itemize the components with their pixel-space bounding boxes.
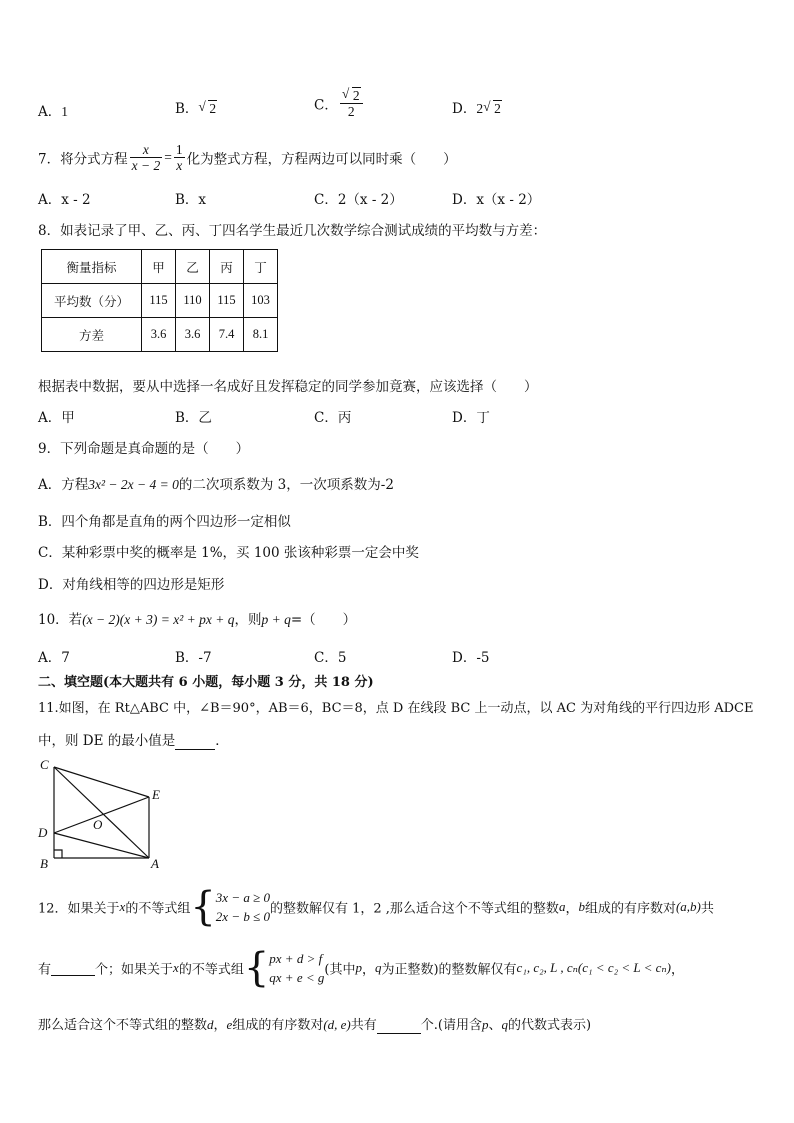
q12-line3: 那么适合这个不等式组的整数d，e组成的有序数对(d, e)共有 个.(请用含p、q的代数式表示) <box>38 1017 592 1033</box>
q12-system-1: 3x − a ≥ 0 2x − b ≤ 0 <box>215 890 270 924</box>
table-cell: 115 <box>142 284 176 318</box>
q10-expression: p + q <box>261 612 291 627</box>
q10-option-c: C．5 <box>314 650 347 666</box>
table-header-cell: 衡量指标 <box>42 250 142 284</box>
q12-line1: 12．如果关于x的不等式组{ 3x − a ≥ 0 2x − b ≤ 0 的整数解仅有 1，2 ,那么适合这个不等式组的整数a，b组成的有序数对(a,b)共 <box>38 884 714 930</box>
q9-equation: 3x² − 2x − 4 = 0 <box>88 477 179 492</box>
brace-icon: { <box>243 945 270 991</box>
table-cell: 103 <box>244 284 278 318</box>
q10-option-d: D．-5 <box>452 650 490 666</box>
q11-line2: 中，则 DE 的最小值是 ． <box>38 733 229 749</box>
q8-question: 根据表中数据，要从中选择一名成好且发挥稳定的同学参加竟赛，应该选择（ ） <box>38 379 538 395</box>
segment-da <box>54 833 149 858</box>
q12-line2: 有 个；如果关于x的不等式组{ px + d > f qx + e < g (其中p，q为正整数)的整数解仅有c₁, c₂, L , cₙ(c₁ < c₂ < L < cₙ)， <box>38 945 685 991</box>
answer-blank <box>377 1018 421 1034</box>
q6-option-b: B． √ 2 <box>175 99 217 117</box>
label-o: O <box>93 817 103 832</box>
answer-blank <box>175 733 215 750</box>
q7-lhs-fraction: $\frac{x}{x - 2}$ <box>131 142 161 173</box>
table-header-cell: 乙 <box>176 250 210 284</box>
answer-blank <box>51 960 95 976</box>
q10-option-b: B．-7 <box>175 650 212 666</box>
table-cell: 7.4 <box>210 318 244 352</box>
q8-option-c: C．丙 <box>314 410 352 426</box>
q7-option-b: B．x <box>175 192 207 208</box>
table-header-cell: 丁 <box>244 250 278 284</box>
table-row <box>42 318 278 352</box>
q10-stem: 10．若(x − 2)(x + 3) = x² + px + q，则p + q=（ ） <box>38 612 357 628</box>
table-cell: 8.1 <box>244 318 278 352</box>
right-angle-mark <box>54 850 62 858</box>
label-a: A <box>151 856 159 870</box>
table-cell: 平均数（分） <box>42 284 142 318</box>
q11-geometry-figure <box>34 755 169 870</box>
label-d: D <box>38 825 48 840</box>
q11-line1: 11.如图，在 Rt△ABC 中，∠B＝90°，AB＝6，BC＝8，点 D 在线段 BC 上一动点，以 AC 为对角线的平行四边形 ADCE <box>38 701 754 716</box>
q10-equation: (x − 2)(x + 3) = x² + px + q <box>82 612 235 627</box>
q8-stem: 8．如表记录了甲、乙、丙、丁四名学生最近几次数学综合测试成绩的平均数与方差： <box>38 223 547 239</box>
q8-option-a: A．甲 <box>38 410 75 426</box>
brace-icon: { <box>190 884 216 930</box>
segment-ce <box>54 767 149 797</box>
table-header-row <box>42 250 278 284</box>
q7-option-a: A．x - 2 <box>38 192 91 208</box>
q6-option-a: A．1 <box>38 104 68 120</box>
q9-option-a: A．方程3x² − 2x − 4 = 0的二次项系数为 3，一次项系数为-2 <box>38 477 394 493</box>
q8-option-d: D．丁 <box>452 410 490 426</box>
q7-stem: 7．将分式方程 $\frac{x}{x - 2}$ = $\frac{1}{x}$ 化为整式方程，方程两边可以同时乘（ ） <box>38 142 457 173</box>
q7-option-d: D．x（x - 2） <box>452 192 541 208</box>
table-header-cell: 甲 <box>142 250 176 284</box>
q7-rhs-fraction: $\frac{1}{x}$ <box>175 142 183 173</box>
q9-option-c: C．某种彩票中奖的概率是 1%，买 100 张该种彩票一定会中奖 <box>38 545 419 561</box>
table-cell: 110 <box>176 284 210 318</box>
q6-option-d: D．2 √ 2 <box>452 99 501 117</box>
table-header-cell: 丙 <box>210 250 244 284</box>
q8-option-b: B．乙 <box>175 410 212 426</box>
q6-option-c: C． √ 2 2 <box>314 88 365 119</box>
table-cell: 方差 <box>42 318 142 352</box>
label-b: B <box>40 856 48 870</box>
section-title: 二、填空题(本大题共有 6 小题，每小题 3 分，共 18 分) <box>38 675 374 690</box>
q9-option-d: D．对角线相等的四边形是矩形 <box>38 577 225 593</box>
q9-stem: 9．下列命题是真命题的是（ ） <box>38 441 250 457</box>
q9-option-b: B．四个角都是直角的两个四边形一定相似 <box>38 514 291 530</box>
label-c: C <box>40 757 49 772</box>
table-cell: 3.6 <box>142 318 176 352</box>
q7-option-c: C．2（x - 2） <box>314 192 403 208</box>
q12-system-2: px + d > f qx + e < g <box>269 951 325 985</box>
q10-option-a: A．7 <box>38 650 70 666</box>
table-cell: 3.6 <box>176 318 210 352</box>
segment-ca <box>54 767 149 858</box>
q8-stats-table <box>41 249 278 352</box>
table-row <box>42 284 278 318</box>
table-cell: 115 <box>210 284 244 318</box>
label-e: E <box>152 787 160 802</box>
q6-c-fraction: √ 2 2 <box>340 88 363 119</box>
